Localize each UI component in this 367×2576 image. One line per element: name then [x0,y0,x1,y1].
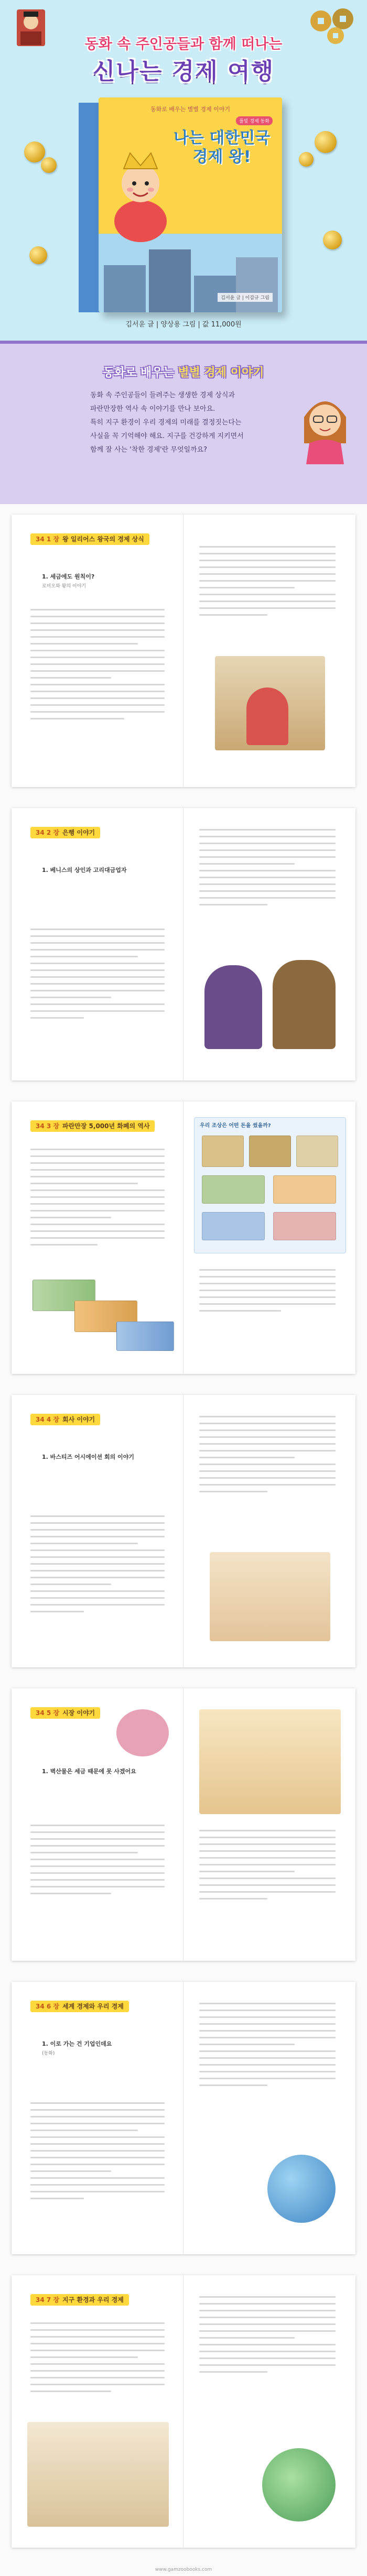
body-text [199,2296,336,2378]
body-text [199,1830,336,1905]
chapter-tag: 34 4 장 회사 이야기 [30,1414,100,1425]
banknote-image [116,1322,174,1351]
body-text [30,2102,165,2204]
chapter-tag: 34 6 장 세계 경제와 우리 경제 [30,2001,129,2012]
right-page [183,515,355,787]
market-character-illustration [116,1709,169,1756]
coin-icon [323,231,342,249]
body-text [30,1515,165,1618]
chapter-tag: 34 3 장 파란만장 5,000년 화폐의 역사 [30,1120,155,1132]
chapter-spread [12,1688,355,1961]
king-illustration [246,687,288,745]
chapter-spread [12,1982,355,2254]
merchant-illustration [204,965,262,1049]
right-page [183,1688,355,1961]
body-text [30,1149,165,1251]
chapter-spread [12,515,355,787]
body-text [199,1269,336,1317]
coin-icon [29,246,47,264]
book-price: 김서윤 글 | 양상용 그림 | 값 11,000원 [125,321,242,329]
moneylender-illustration [273,960,336,1049]
king-character-icon [109,143,172,242]
story-heading: 1. 바스티즈 어시에이션 회의 이야기 [42,1454,134,1460]
left-page [12,2275,183,2548]
coin-image [202,1136,244,1167]
body-text [199,546,336,621]
chapter-spread [12,1101,355,1374]
coin-icon [315,131,337,153]
chapter-tag: 34 2 장 은행 이야기 [30,827,100,838]
right-page [183,2275,355,2548]
footer [0,2563,367,2576]
girl-character-icon [294,386,357,464]
chapter-spread [12,2275,355,2548]
company-meeting-illustration [210,1552,330,1641]
right-page [183,808,355,1080]
earth-character-illustration [262,2448,336,2522]
book-cover [99,97,282,312]
info-panel: 우리 조상은 어떤 돈을 썼을까? [194,1117,346,1253]
chapter-spread [12,808,355,1080]
book-spine [79,103,100,312]
body-text [199,1416,336,1498]
hero-tagline: 동화 속 주인공들과 함께 떠나는 [84,36,283,52]
coin-image [296,1136,338,1167]
environment-illustration [27,2422,169,2527]
right-page [183,1982,355,2254]
banknote-image [202,1212,265,1240]
chapter-tag: 34 5 장 시장 이야기 [30,1707,100,1719]
story-heading: 1. 벽산물은 세금 때문에 못 사겠어요 [42,1768,136,1775]
story-heading: 1. 이로 가는 건 기업인데요 (동화) [42,2040,112,2056]
left-page [12,1101,183,1374]
intro-section [0,341,367,504]
body-text [30,929,165,1024]
left-page [12,1982,183,2254]
story-heading: 1. 세금에도 원칙이? 로미오와 왕의 이야기 [42,573,95,589]
hero-title: 신나는 경제 여행 [92,58,275,85]
body-text [199,2003,336,2091]
market-illustration [199,1709,341,1814]
intro-heading: 동화로 배우는 별별 경제 이야기 [103,366,264,379]
coin-icon [41,157,57,173]
right-page [183,1395,355,1667]
left-page [12,1395,183,1667]
coin-icon [24,141,45,162]
body-text [199,829,336,911]
chapter-tag: 34 1 장 왕 일리어스 왕국의 경제 상식 [30,533,149,545]
book-subtitle: 동화로 배우는 별별 경제 이야기 [150,106,231,113]
left-page [12,515,183,787]
body-text [30,2322,165,2397]
publisher-badge: 풀빛 경제 동화 [236,116,273,125]
footer-url[interactable]: www.gamzoobooks.com [155,2567,212,2572]
right-page [183,1101,355,1374]
banknote-image [273,1212,336,1240]
chapter-spread [12,1395,355,1667]
story-heading: 1. 베니스의 상인과 고리대금업자 [42,867,127,874]
globe-illustration [267,2155,336,2223]
body-text [30,1825,165,1900]
body-text [30,609,165,725]
left-page [12,808,183,1080]
hero-banner [0,0,367,341]
banknote-image [202,1175,265,1204]
banknote-image [273,1175,336,1204]
intro-description: 동화 속 주인공들이 들려주는 생생한 경제 상식과 파란만장한 역사 속 이야기를 만나 보아요. 특히 지구 환경이 우리 경제의 미래를 결정짓는다는 사실을 꼭 기억해야 해요. 지구를 건강하게 지키면서 함께 잘 사는 '착한 경제'란 무엇일까요? [90,391,244,454]
book-title: 나는 대한민국 경제 왕! [173,129,271,166]
book-author: 김서윤 글 | 이갑규 그림 [218,293,273,302]
coin-image [249,1136,291,1167]
chapter-preview-list [0,504,367,2563]
coin-icon [299,152,314,167]
left-page [12,1688,183,1961]
chapter-tag: 34 7 장 지구 환경과 우리 경제 [30,2294,129,2306]
